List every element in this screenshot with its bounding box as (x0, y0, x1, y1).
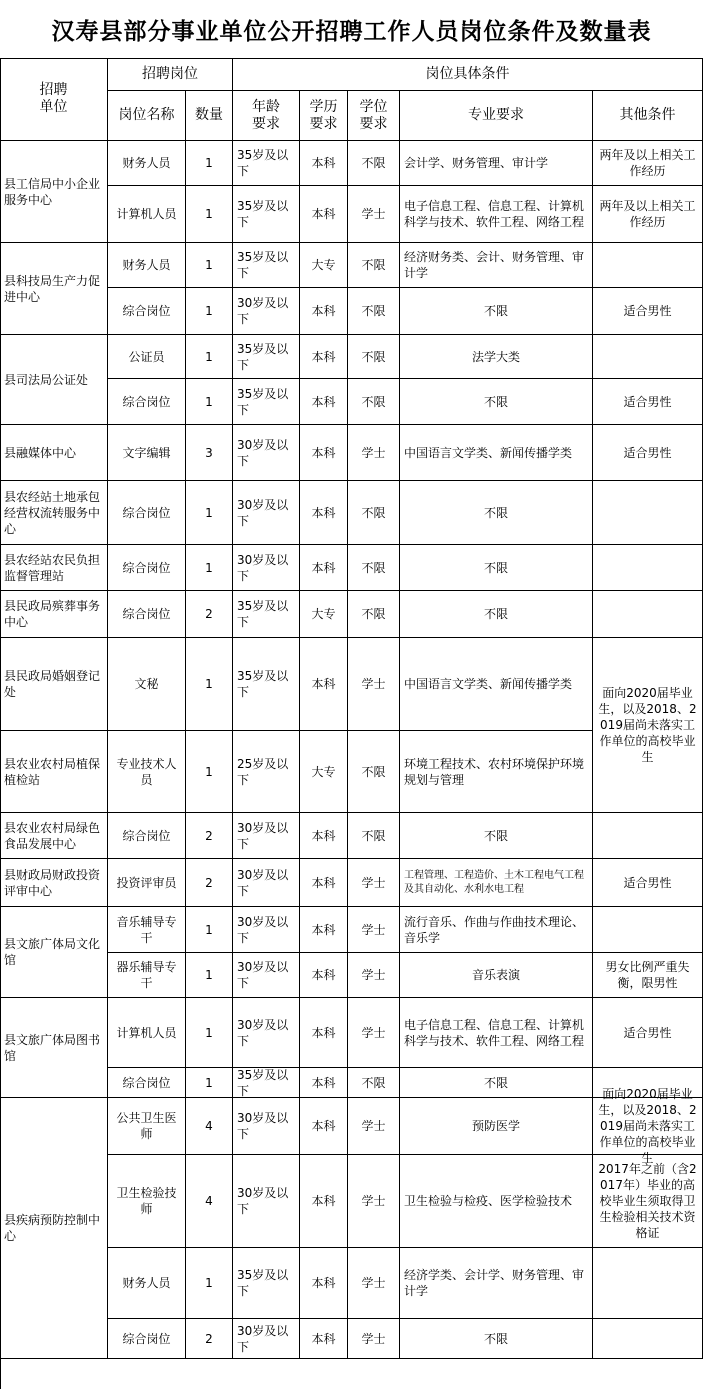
major-requirement: 不限 (400, 1068, 593, 1098)
degree-requirement: 学士 (348, 998, 400, 1068)
age-requirement: 30岁及以下 (233, 907, 300, 953)
post-name: 财务人员 (108, 1248, 186, 1319)
unit-name: 县民政局婚姻登记处 (0, 638, 108, 731)
age-requirement: 25岁及以下 (233, 731, 300, 813)
major-requirement: 法学大类 (400, 335, 593, 379)
post-name: 文秘 (108, 638, 186, 731)
degree-requirement: 不限 (348, 141, 400, 186)
post-name: 公证员 (108, 335, 186, 379)
post-count: 2 (186, 813, 233, 859)
major-requirement: 流行音乐、作曲与作曲技术理论、音乐学 (400, 907, 593, 953)
age-requirement: 35岁及以下 (233, 186, 300, 243)
post-name: 卫生检验技师 (108, 1155, 186, 1248)
major-requirement: 音乐表演 (400, 953, 593, 998)
age-requirement: 30岁及以下 (233, 481, 300, 545)
post-name: 综合岗位 (108, 379, 186, 425)
degree-requirement: 不限 (348, 545, 400, 591)
major-requirement: 经济学类、会计学、财务管理、审计学 (400, 1248, 593, 1319)
major-requirement: 不限 (400, 1319, 593, 1359)
header-major: 专业要求 (400, 91, 593, 141)
age-requirement: 30岁及以下 (233, 1155, 300, 1248)
other-condition (593, 1319, 703, 1359)
recruitment-table (0, 58, 703, 1389)
other-condition: 面向2020届毕业生，以及2018、2019届尚未落实工作单位的高校毕业生 (593, 638, 703, 813)
other-condition (593, 907, 703, 953)
education-requirement: 本科 (300, 545, 348, 591)
major-requirement: 不限 (400, 288, 593, 335)
post-count: 1 (186, 907, 233, 953)
post-name: 综合岗位 (108, 1068, 186, 1098)
degree-requirement: 不限 (348, 731, 400, 813)
degree-requirement: 不限 (348, 243, 400, 288)
header-other: 其他条件 (593, 91, 703, 141)
unit-name: 县农经站农民负担监督管理站 (0, 545, 108, 591)
age-requirement: 30岁及以下 (233, 1098, 300, 1155)
degree-requirement: 不限 (348, 813, 400, 859)
header-post-group: 招聘岗位 (108, 58, 233, 91)
other-condition: 适合男性 (593, 288, 703, 335)
major-requirement: 电子信息工程、信息工程、计算机科学与技术、软件工程、网络工程 (400, 998, 593, 1068)
post-count: 1 (186, 288, 233, 335)
post-name: 综合岗位 (108, 813, 186, 859)
age-requirement: 35岁及以下 (233, 638, 300, 731)
page-title: 汉寿县部分事业单位公开招聘工作人员岗位条件及数量表 (51, 17, 652, 45)
major-requirement: 不限 (400, 545, 593, 591)
major-requirement: 工程管理、工程造价、土木工程电气工程及其自动化、水利水电工程 (400, 859, 593, 907)
major-requirement: 不限 (400, 591, 593, 638)
unit-name: 县民政局殡葬事务中心 (0, 591, 108, 638)
age-requirement: 35岁及以下 (233, 335, 300, 379)
degree-requirement: 学士 (348, 859, 400, 907)
post-name: 专业技术人员 (108, 731, 186, 813)
major-requirement: 电子信息工程、信息工程、计算机科学与技术、软件工程、网络工程 (400, 186, 593, 243)
major-requirement: 卫生检验与检疫、医学检验技术 (400, 1155, 593, 1248)
post-name: 综合岗位 (108, 1319, 186, 1359)
post-count: 1 (186, 1068, 233, 1098)
age-requirement: 30岁及以下 (233, 425, 300, 481)
education-requirement: 本科 (300, 1248, 348, 1319)
header-degree: 学位 要求 (348, 91, 400, 141)
age-requirement: 35岁及以下 (233, 379, 300, 425)
post-count: 1 (186, 243, 233, 288)
education-requirement: 本科 (300, 859, 348, 907)
post-count: 1 (186, 638, 233, 731)
education-requirement: 大专 (300, 731, 348, 813)
education-requirement: 本科 (300, 186, 348, 243)
education-requirement: 本科 (300, 907, 348, 953)
age-requirement: 30岁及以下 (233, 813, 300, 859)
degree-requirement: 不限 (348, 379, 400, 425)
age-requirement: 30岁及以下 (233, 859, 300, 907)
education-requirement: 本科 (300, 288, 348, 335)
age-requirement: 30岁及以下 (233, 953, 300, 998)
major-requirement: 不限 (400, 813, 593, 859)
major-requirement: 不限 (400, 481, 593, 545)
unit-name: 县工信局中小企业服务中心 (0, 141, 108, 243)
other-condition: 适合男性 (593, 425, 703, 481)
age-requirement: 35岁及以下 (233, 141, 300, 186)
age-requirement: 35岁及以下 (233, 1068, 300, 1098)
other-condition: 两年及以上相关工作经历 (593, 141, 703, 186)
other-condition: 男女比例严重失衡，限男性 (593, 953, 703, 998)
degree-requirement: 学士 (348, 1155, 400, 1248)
other-condition (593, 1248, 703, 1319)
post-name: 计算机人员 (108, 186, 186, 243)
education-requirement: 本科 (300, 998, 348, 1068)
degree-requirement: 不限 (348, 288, 400, 335)
post-count: 1 (186, 1248, 233, 1319)
age-requirement: 30岁及以下 (233, 545, 300, 591)
other-condition (593, 813, 703, 859)
post-count: 4 (186, 1098, 233, 1155)
education-requirement: 本科 (300, 1098, 348, 1155)
degree-requirement: 不限 (348, 481, 400, 545)
header-unit: 招聘 单位 (0, 58, 108, 141)
education-requirement: 本科 (300, 1319, 348, 1359)
unit-name: 县农业农村局绿色食品发展中心 (0, 813, 108, 859)
header-post-name: 岗位名称 (108, 91, 186, 141)
post-count: 1 (186, 998, 233, 1068)
post-name: 综合岗位 (108, 481, 186, 545)
other-condition: 适合男性 (593, 998, 703, 1068)
post-name: 器乐辅导专干 (108, 953, 186, 998)
education-requirement: 本科 (300, 953, 348, 998)
degree-requirement: 学士 (348, 953, 400, 998)
other-condition (593, 481, 703, 545)
header-cond-group: 岗位具体条件 (233, 58, 703, 91)
unit-name: 县农业农村局植保植检站 (0, 731, 108, 813)
degree-requirement: 学士 (348, 1248, 400, 1319)
post-name: 计算机人员 (108, 998, 186, 1068)
post-name: 公共卫生医师 (108, 1098, 186, 1155)
post-count: 1 (186, 481, 233, 545)
post-count: 1 (186, 335, 233, 379)
post-count: 1 (186, 953, 233, 998)
education-requirement: 本科 (300, 425, 348, 481)
other-condition (593, 335, 703, 379)
post-name: 财务人员 (108, 141, 186, 186)
education-requirement: 本科 (300, 379, 348, 425)
unit-name: 县司法局公证处 (0, 335, 108, 425)
other-condition: 面向2020届毕业生，以及2018、2019届尚未落实工作单位的高校毕业生 (593, 1098, 703, 1155)
education-requirement: 本科 (300, 141, 348, 186)
education-requirement: 大专 (300, 243, 348, 288)
unit-name: 县融媒体中心 (0, 425, 108, 481)
post-name: 文字编辑 (108, 425, 186, 481)
degree-requirement: 学士 (348, 907, 400, 953)
other-condition: 适合男性 (593, 859, 703, 907)
degree-requirement: 学士 (348, 425, 400, 481)
unit-name: 县文旅广体局文化馆 (0, 907, 108, 998)
major-requirement: 中国语言文学类、新闻传播学类 (400, 425, 593, 481)
post-count: 2 (186, 859, 233, 907)
degree-requirement: 学士 (348, 1098, 400, 1155)
age-requirement: 35岁及以下 (233, 243, 300, 288)
degree-requirement: 学士 (348, 638, 400, 731)
post-count: 1 (186, 545, 233, 591)
post-name: 财务人员 (108, 243, 186, 288)
education-requirement: 本科 (300, 1068, 348, 1098)
degree-requirement: 学士 (348, 186, 400, 243)
post-name: 投资评审员 (108, 859, 186, 907)
post-count: 1 (186, 186, 233, 243)
major-requirement: 经济财务类、会计、财务管理、审计学 (400, 243, 593, 288)
post-count: 4 (186, 1155, 233, 1248)
post-name: 综合岗位 (108, 288, 186, 335)
degree-requirement: 不限 (348, 1068, 400, 1098)
degree-requirement: 不限 (348, 591, 400, 638)
other-condition: 2017年之前（含2017年）毕业的高校毕业生须取得卫生检验相关技术资格证 (593, 1155, 703, 1248)
post-count: 3 (186, 425, 233, 481)
unit-name: 县科技局生产力促进中心 (0, 243, 108, 335)
post-name: 综合岗位 (108, 545, 186, 591)
education-requirement: 本科 (300, 335, 348, 379)
degree-requirement: 学士 (348, 1319, 400, 1359)
post-count: 1 (186, 141, 233, 186)
other-condition: 适合男性 (593, 379, 703, 425)
post-name: 综合岗位 (108, 591, 186, 638)
education-requirement: 本科 (300, 638, 348, 731)
major-requirement: 中国语言文学类、新闻传播学类 (400, 638, 593, 731)
header-age: 年龄 要求 (233, 91, 300, 141)
major-requirement: 环境工程技术、农村环境保护环境规划与管理 (400, 731, 593, 813)
age-requirement: 30岁及以下 (233, 998, 300, 1068)
age-requirement: 35岁及以下 (233, 1248, 300, 1319)
major-requirement: 不限 (400, 379, 593, 425)
age-requirement: 30岁及以下 (233, 1319, 300, 1359)
unit-name: 县疾病预防控制中心 (0, 1098, 108, 1359)
age-requirement: 30岁及以下 (233, 288, 300, 335)
other-condition (593, 545, 703, 591)
post-count: 1 (186, 379, 233, 425)
education-requirement: 本科 (300, 813, 348, 859)
education-requirement: 本科 (300, 1155, 348, 1248)
unit-name: 县文旅广体局图书馆 (0, 998, 108, 1098)
education-requirement: 本科 (300, 481, 348, 545)
education-requirement: 大专 (300, 591, 348, 638)
header-count: 数量 (186, 91, 233, 141)
major-requirement: 会计学、财务管理、审计学 (400, 141, 593, 186)
other-condition (593, 243, 703, 288)
post-count: 1 (186, 731, 233, 813)
age-requirement: 35岁及以下 (233, 591, 300, 638)
post-count: 2 (186, 1319, 233, 1359)
header-edu: 学历 要求 (300, 91, 348, 141)
unit-name: 县农经站土地承包经营权流转服务中心 (0, 481, 108, 545)
major-requirement: 预防医学 (400, 1098, 593, 1155)
other-condition: 两年及以上相关工作经历 (593, 186, 703, 243)
degree-requirement: 不限 (348, 335, 400, 379)
unit-name: 县财政局财政投资评审中心 (0, 859, 108, 907)
post-count: 2 (186, 591, 233, 638)
post-name: 音乐辅导专干 (108, 907, 186, 953)
other-condition (593, 591, 703, 638)
